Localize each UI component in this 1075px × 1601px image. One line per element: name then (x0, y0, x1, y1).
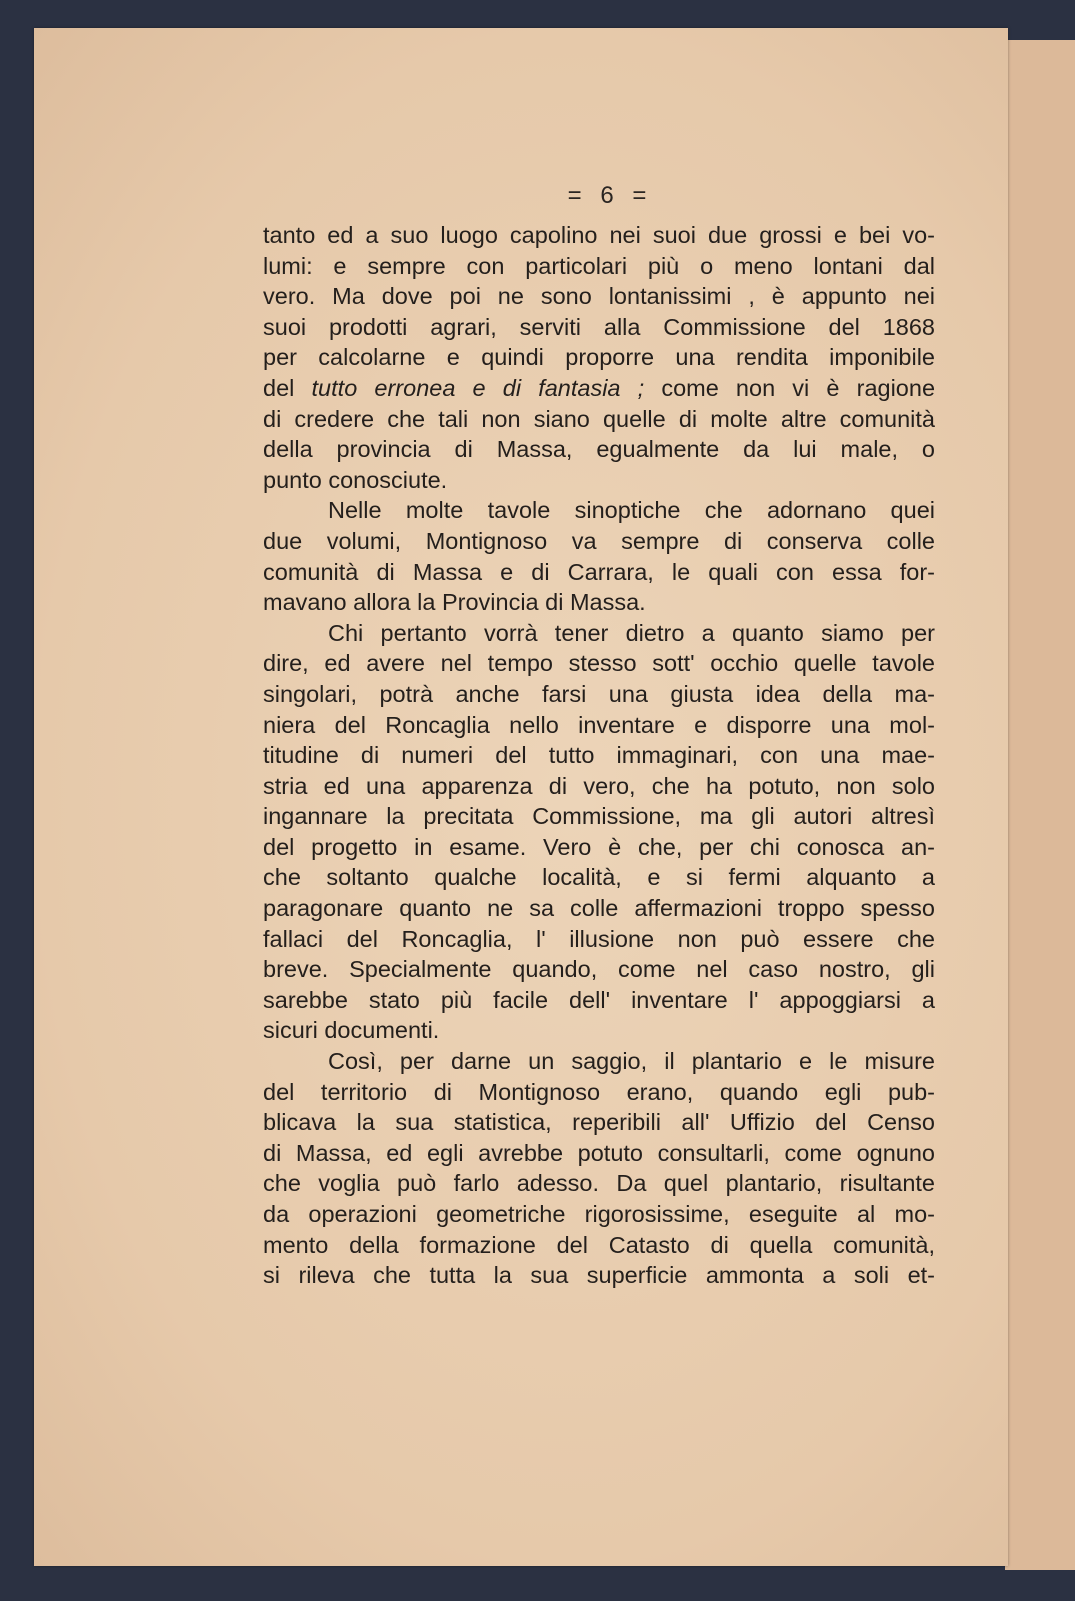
text-line: di credere che tali non siano quelle di molte altre comunità (263, 405, 935, 432)
text-line: sicuri documenti. (263, 1017, 440, 1044)
text-line: dire, ed avere nel tempo stesso sott' occhio quelle tavole (263, 650, 935, 677)
text-line: blicava la sua statistica, reperibili all' Uffizio del Censo (263, 1109, 935, 1136)
text-line: comunità di Massa e di Carrara, le quali con essa for- (263, 558, 935, 585)
text-line: per calcolarne e quindi proporre una rendita imponibile (263, 344, 935, 371)
text-line: di Massa, ed egli avrebbe potuto consultarli, come ognuno (263, 1139, 935, 1166)
text-line: che soltanto qualche località, e si fermi alquanto a (263, 864, 935, 891)
page-number: = 6 = (567, 182, 653, 209)
text-line: del territorio di Montignoso erano, quando egli pub- (263, 1078, 935, 1105)
paragraph-start-line: Nelle molte tavole sinoptiche che adornano quei (328, 497, 935, 524)
text-line: vero. Ma dove poi ne sono lontanissimi , è appunto nei (263, 283, 935, 310)
text-line: niera del Roncaglia nello inventare e disporre una mol- (263, 711, 935, 738)
text-line: fallaci del Roncaglia, l' illusione non può essere che (263, 925, 935, 952)
body-text (263, 220, 935, 1291)
text-line-mixed (263, 373, 935, 404)
text-line: stria ed una apparenza di vero, che ha potuto, non solo (263, 772, 935, 799)
text-line: lumi: e sempre con particolari più o meno lontani dal (263, 252, 935, 279)
text-line: sarebbe stato più facile dell' inventare l' appoggiarsi a (263, 986, 935, 1013)
text-line: da operazioni geometriche rigorosissime, eseguite al mo- (263, 1201, 935, 1227)
adjacent-page-edge (1005, 40, 1075, 1570)
paragraph-start-line: Così, per darne un saggio, il plantario e le misure (328, 1048, 935, 1075)
text-line: titudine di numeri del tutto immaginari, con una mae- (263, 742, 935, 769)
text-line: breve. Specialmente quando, come nel caso nostro, gli (263, 956, 935, 983)
text-line: due volumi, Montignoso va sempre di conserva colle (263, 527, 935, 554)
italic-phrase: tutto erronea e di fantasia ; (311, 374, 645, 401)
text-line: del progetto in esame. Vero è che, per chi conosca an- (263, 833, 935, 860)
text-line: punto conosciute. (263, 466, 448, 493)
paragraph-start-line: Chi pertanto vorrà tener dietro a quanto siamo per (328, 619, 935, 646)
text-line: si rileva che tutta la sua superficie ammonta a soli et- (263, 1262, 935, 1289)
text-line: tanto ed a suo luogo capolino nei suoi due grossi e bei vo- (263, 222, 935, 248)
text-line: paragonare quanto ne sa colle affermazioni troppo spesso (263, 895, 935, 922)
text-line: mento della formazione del Catasto di quella comunità, (263, 1231, 935, 1258)
text-line: che voglia può farlo adesso. Da quel plantario, risultante (263, 1170, 935, 1197)
text-segment: del (263, 374, 295, 401)
text-line: della provincia di Massa, egualmente da lui male, o (263, 436, 935, 463)
text-line: mavano allora la Provincia di Massa. (263, 589, 646, 616)
text-line: suoi prodotti agrari, serviti alla Commissione del 1868 (263, 313, 935, 340)
text-segment: come non vi è ragione (661, 374, 936, 401)
text-line: singolari, potrà anche farsi una giusta idea della ma- (263, 680, 935, 707)
text-line: ingannare la precitata Commissione, ma gli autori altresì (263, 803, 935, 830)
